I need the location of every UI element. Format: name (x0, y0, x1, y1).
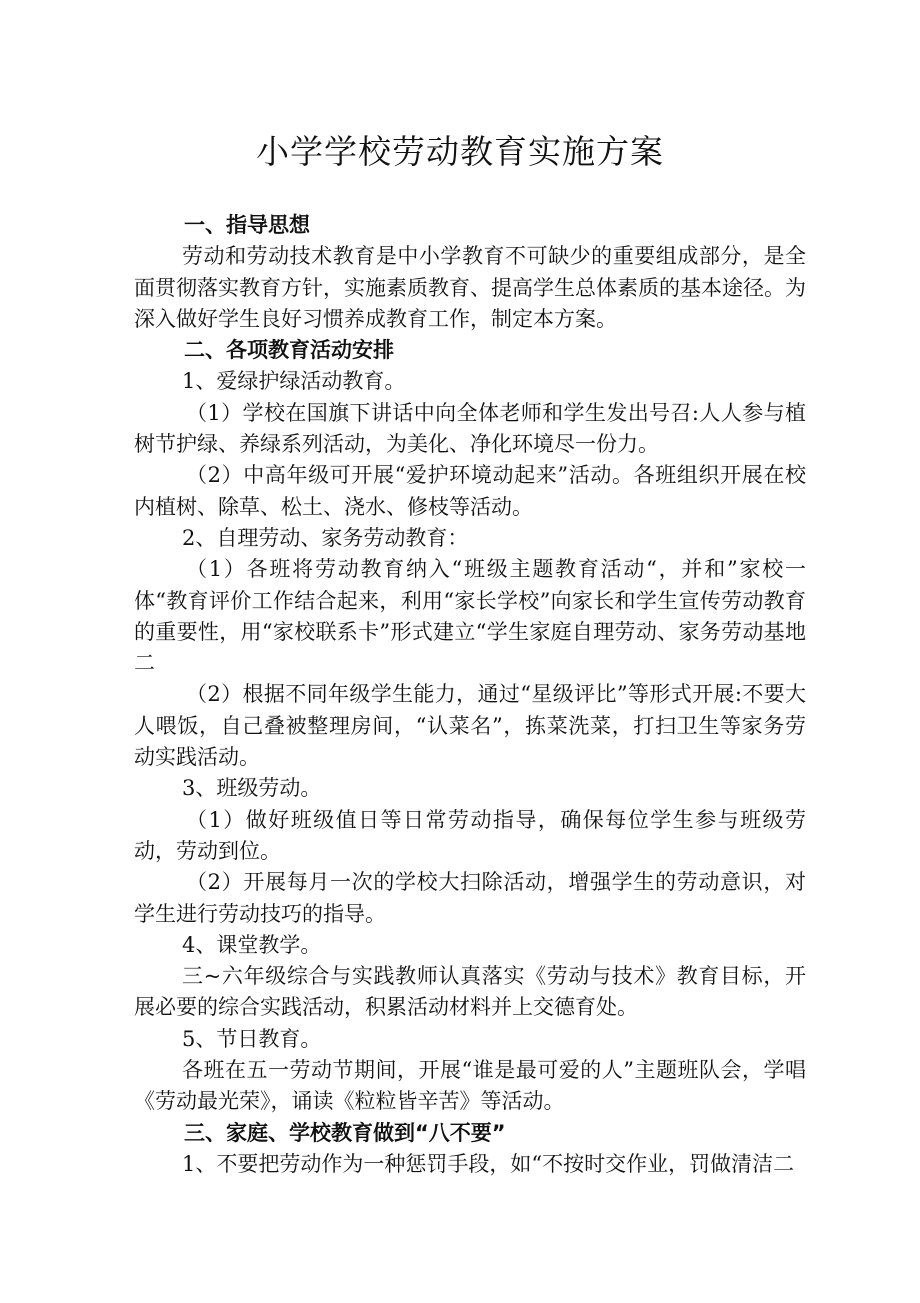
item-self-care-labor: 2、自理劳动、家务劳动教育： (182, 525, 469, 550)
document-title: 小学学校劳动教育实施方案 (256, 132, 664, 171)
subitem-self-care-2: （2）根据不同年级学生能力，通过“星级评比”等形式开展:不要大人喂饭，自己叠被整理房间，“认菜名”，拣菜洗菜，打扫卫生等家务劳动实践活动。 (134, 682, 806, 770)
item-holiday-education: 5、节日教育。 (182, 1026, 322, 1051)
subitem-class-labor-1: （1）做好班级值日等日常劳动指导，确保每位学生参与班级劳动，劳动到位。 (134, 807, 806, 863)
subitem-green-care-2: （2）中高年级可开展“爱护环境动起来”活动。各班组织开展在校内植树、除草、松土、浇水、修枝等活动。 (134, 463, 806, 519)
item-green-care: 1、爱绿护绿活动教育。 (182, 369, 406, 394)
item-classroom-teaching: 4、课堂教学。 (182, 932, 322, 957)
paragraph-dont-1: 1、不要把劳动作为一种惩罚手段，如“不按时交作业，罚做清洁二 (182, 1151, 795, 1176)
paragraph-guiding-ideology: 劳动和劳动技术教育是中小学教育不可缺少的重要组成部分，是全面贯彻落实教育方针，实施素质教育、提高学生总体素质的基本途径。为深入做好学生良好习惯养成教育工作，制定本方案。 (134, 244, 806, 331)
section-heading-eight-donts: 三、家庭、学校教育做到“八不要” (184, 1120, 506, 1145)
subitem-self-care-1: （1）各班将劳动教育纳入“班级主题教育活动“，并和”家校一体“教育评价工作结合起来，利用“家长学校”向家长和学生宣传劳动教育的重要性，用“家校联系卡”形式建立“学生家庭自理劳动、家务劳动基地二 (134, 557, 806, 676)
document-body (134, 210, 806, 1180)
section-heading-activity-arrangement: 二、各项教育活动安排 (184, 338, 394, 363)
section-heading-guiding-ideology: 一、指导思想 (184, 213, 310, 237)
subitem-class-labor-2: （2）开展每月一次的学校大扫除活动，增强学生的劳动意识，对学生进行劳动技巧的指导。 (134, 870, 806, 926)
paragraph-holiday-education: 各班在五一劳动节期间，开展“谁是最可爱的人”主题班队会，学唱《劳动最光荣》，诵读《粒粒皆辛苦》等活动。 (134, 1058, 806, 1114)
subitem-green-care-1: （1）学校在国旗下讲话中向全体老师和学生发出号召:人人参与植树节护绿、养绿系列活动，为美化、净化环境尽一份力。 (134, 400, 806, 457)
item-class-labor: 3、班级劳动。 (182, 776, 322, 801)
paragraph-classroom-teaching: 三~六年级综合与实践教师认真落实《劳动与技术》教育目标，开展必要的综合实践活动，积累活动材料并上交德育处。 (134, 964, 806, 1020)
